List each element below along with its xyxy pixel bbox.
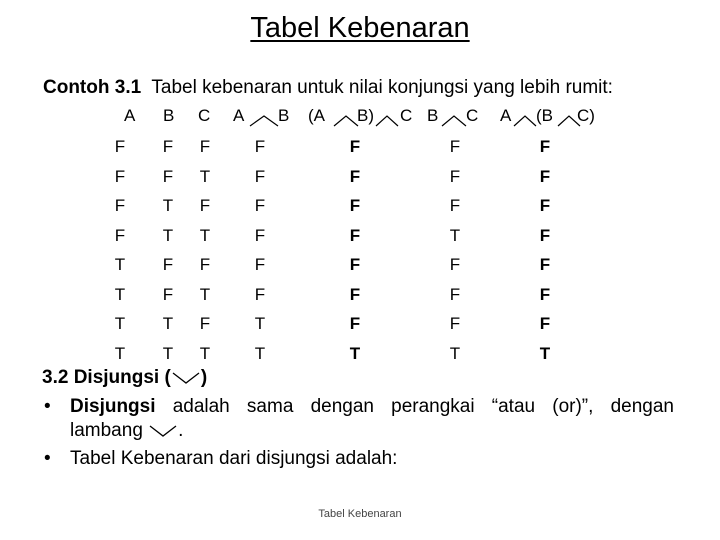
bullet-marker: • xyxy=(44,448,51,469)
section-heading-suffix: ) xyxy=(200,367,208,388)
table-cell: F xyxy=(349,284,361,304)
table-cell: T xyxy=(349,343,361,363)
and-symbol xyxy=(248,114,280,128)
table-cell: T xyxy=(199,343,211,363)
table-cell: F xyxy=(539,225,551,245)
header-ab-a: A xyxy=(233,106,245,125)
table-cell: T xyxy=(162,196,174,215)
header-c: C xyxy=(198,106,211,125)
table-cell: T xyxy=(114,314,126,333)
bullet-disjungsi-definition xyxy=(44,396,674,442)
table-cell: F xyxy=(254,196,266,215)
definition-word: dengan xyxy=(610,396,674,417)
table-cell: F xyxy=(199,196,211,215)
section-heading xyxy=(42,367,207,389)
header-abc2-a: A xyxy=(500,106,512,125)
table-cell: F xyxy=(349,137,361,156)
table-cell: T xyxy=(539,343,551,363)
table-cell: F xyxy=(254,166,266,186)
header-abc2-b: (B xyxy=(536,106,553,125)
definition-word: “atau xyxy=(491,396,536,417)
table-cell: T xyxy=(162,225,174,245)
header-abc-c: C xyxy=(400,106,413,125)
table-cell: F xyxy=(349,225,361,245)
table-cell: T xyxy=(114,255,126,274)
table-cell: T xyxy=(199,225,211,245)
and-symbol xyxy=(512,114,538,128)
symbol-label: lambang xyxy=(70,420,143,441)
definition-word: perangkai xyxy=(391,396,475,417)
table-cell: F xyxy=(539,137,551,156)
table-cell: F xyxy=(449,314,461,333)
header-bc-b: B xyxy=(427,106,439,125)
table-cell: F xyxy=(449,284,461,304)
table-cell: F xyxy=(539,255,551,274)
table-cell: T xyxy=(254,343,266,363)
table-cell: F xyxy=(114,225,126,245)
bullet-marker: • xyxy=(44,396,51,417)
definition-word: (or)”, xyxy=(552,396,594,417)
table-cell: F xyxy=(539,166,551,186)
header-a: A xyxy=(124,106,136,125)
table-cell: T xyxy=(114,343,126,363)
or-symbol-icon xyxy=(171,371,201,385)
header-abc-a: (A xyxy=(308,106,325,125)
definition-word: adalah xyxy=(172,396,230,417)
table-cell: F xyxy=(254,255,266,274)
example-label: Contoh 3.1 xyxy=(43,77,142,98)
table-cell: T xyxy=(162,314,174,333)
table-cell: F xyxy=(449,166,461,186)
footer-text: Tabel Kebenaran xyxy=(318,508,402,520)
table-cell: T xyxy=(162,343,174,363)
table-cell: F xyxy=(254,137,266,156)
and-symbol xyxy=(332,114,360,128)
table-cell: F xyxy=(349,196,361,215)
intro-line xyxy=(43,77,613,99)
bullet-truth-table-intro xyxy=(44,448,397,470)
table-cell: F xyxy=(162,284,174,304)
table-cell: F xyxy=(162,166,174,186)
symbol-label-end: . xyxy=(178,420,184,441)
header-abc-b: B) xyxy=(357,106,374,125)
table-cell: F xyxy=(449,137,461,156)
table-cell: T xyxy=(199,166,211,186)
table-cell: F xyxy=(199,314,211,333)
table-cell: F xyxy=(349,166,361,186)
table-cell: T xyxy=(199,284,211,304)
and-symbol xyxy=(440,114,468,128)
bullet-text: Tabel Kebenaran dari disjungsi adalah: xyxy=(70,448,398,469)
table-cell: F xyxy=(114,166,126,186)
table-cell: F xyxy=(539,314,551,333)
table-cell: F xyxy=(349,314,361,333)
table-cell: F xyxy=(539,284,551,304)
table-cell: F xyxy=(254,284,266,304)
table-cell: F xyxy=(449,196,461,215)
definition-term: Disjungsi xyxy=(70,396,156,417)
table-cell: F xyxy=(449,255,461,274)
table-cell: F xyxy=(199,255,211,274)
header-bc-c: C xyxy=(466,106,479,125)
definition-word: dengan xyxy=(310,396,374,417)
header-ab-b: B xyxy=(278,106,290,125)
page-title: Tabel Kebenaran xyxy=(250,12,470,44)
header-abc2-c: C) xyxy=(577,106,595,125)
table-cell: T xyxy=(254,314,266,333)
section-heading-prefix: 3.2 Disjungsi ( xyxy=(42,367,171,388)
table-cell: F xyxy=(539,196,551,215)
intro-text: Tabel kebenaran untuk nilai konjungsi yang lebih rumit: xyxy=(151,77,613,98)
table-cell: F xyxy=(349,255,361,274)
table-cell: T xyxy=(114,284,126,304)
header-b: B xyxy=(163,106,175,125)
table-cell: F xyxy=(114,137,126,156)
or-symbol-icon xyxy=(148,424,178,438)
table-cell: T xyxy=(449,343,461,363)
table-cell: F xyxy=(199,137,211,156)
definition-word: sama xyxy=(246,396,294,417)
and-symbol xyxy=(374,114,400,128)
table-cell: F xyxy=(162,137,174,156)
table-cell: F xyxy=(162,255,174,274)
table-cell: T xyxy=(449,225,461,245)
table-cell: F xyxy=(114,196,126,215)
table-cell: F xyxy=(254,225,266,245)
